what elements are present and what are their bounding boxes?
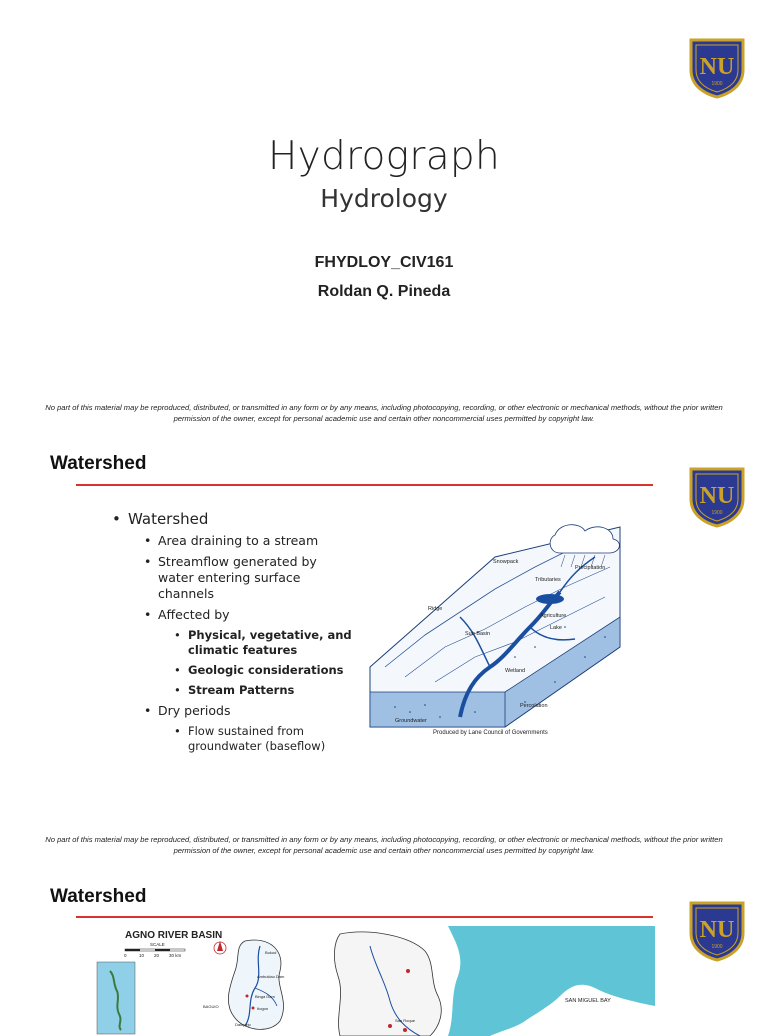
scale-label: SCALE <box>150 942 165 947</box>
author-name: Roldan Q. Pineda <box>317 283 451 300</box>
bullet-watershed: • Watershed <box>112 510 352 528</box>
course-code: FHYDLOY_CIV161 <box>314 254 454 271</box>
inset-map <box>97 962 135 1034</box>
bullet-area: • Area draining to a stream <box>142 533 352 549</box>
label-lake: Lake <box>550 625 562 631</box>
logo-year: 1900 <box>711 81 723 87</box>
scale-tick-10: 10 <box>139 953 145 958</box>
label-agriculture: Agriculture <box>540 613 567 619</box>
bullet-baseflow: • Flow sustained from groundwater (baseflow) <box>172 724 352 754</box>
town-san-roque: San Roque <box>395 1018 416 1023</box>
town-binga: Binga Dam <box>255 994 275 999</box>
scale-tick-0: 0 <box>124 953 127 958</box>
nu-shield-icon <box>687 897 747 961</box>
scale-tick-30: 30 km <box>169 953 182 958</box>
label-snowpack: Snowpack <box>493 559 519 565</box>
town-dalupirip: Dalupirip <box>235 1022 251 1027</box>
watershed-diagram <box>365 517 630 737</box>
slide-subtitle: Hydrology <box>320 184 448 213</box>
label-ridge: Ridge <box>428 606 443 612</box>
label-tributaries: Tributaries <box>535 577 561 583</box>
logo-year: 1900 <box>711 944 723 950</box>
bullet-physical: • Physical, vegetative, and climatic features <box>172 628 352 658</box>
nu-logo <box>687 463 747 527</box>
nu-shield-icon <box>687 463 747 527</box>
agno-basin-map <box>95 926 323 1036</box>
nu-logo <box>687 897 747 961</box>
town-ambuklao: Ambuklao Dam <box>257 974 285 979</box>
lower-basin-map <box>330 926 655 1036</box>
map-title: AGNO RIVER BASIN <box>125 930 223 941</box>
logo-year: 1900 <box>711 510 723 516</box>
label-precipitation: Precipitation <box>575 565 606 571</box>
label-sub-basin: Sub Basin <box>465 631 491 637</box>
logo-letters: NU <box>699 54 735 80</box>
slide-heading: Watershed <box>50 886 147 907</box>
bullet-stream-patterns: • Stream Patterns <box>172 683 352 698</box>
bullet-dry-periods: • Dry periods <box>142 703 352 719</box>
nu-logo <box>687 34 747 98</box>
figure-credit: Produced by Lane Council of Governments <box>433 730 548 736</box>
town-bokod: Bokod <box>265 950 277 955</box>
scale-tick-20: 20 <box>154 953 160 958</box>
logo-letters: NU <box>699 917 735 943</box>
town-itogon: Itogon <box>257 1006 269 1011</box>
watershed-map-slide <box>0 864 768 1027</box>
label-percolation: Percolation <box>520 703 548 709</box>
heading-rule <box>76 484 653 486</box>
copyright-disclaimer: No part of this material may be reproduced, distributed, or transmitted in any form or by any means, including photocopying, recording, or other electronic or mechanical methods, without the prior written permission of the owner, except for personal academic use and certain other noncommercial uses permitted by copyright law. <box>45 403 723 423</box>
logo-letters: NU <box>699 483 735 509</box>
label-wetland: Wetland <box>505 668 526 674</box>
copyright-disclaimer: No part of this material may be reproduced, distributed, or transmitted in any form or by any means, including photocopying, recording, or other electronic or mechanical methods, without the prior written permission of the owner, except for personal academic use and certain other noncommercial uses permitted by copyright law. <box>45 835 723 855</box>
nu-shield-icon <box>687 34 747 98</box>
bullet-geologic: • Geologic considerations <box>172 663 352 678</box>
bay-label: SAN MIGUEL BAY <box>565 998 611 1004</box>
watershed-slide <box>0 432 768 864</box>
bullet-list <box>112 510 352 759</box>
bullet-streamflow: • Streamflow generated by water entering surface channels <box>142 554 352 602</box>
slide-heading: Watershed <box>50 453 147 474</box>
heading-rule <box>76 916 653 918</box>
title-slide <box>0 0 768 432</box>
town-baguio: BAGUIO <box>203 1004 219 1009</box>
bullet-affected-by: • Affected by <box>142 607 352 623</box>
label-groundwater: Groundwater <box>395 718 427 724</box>
slide-title: Hydrograph <box>267 134 500 179</box>
